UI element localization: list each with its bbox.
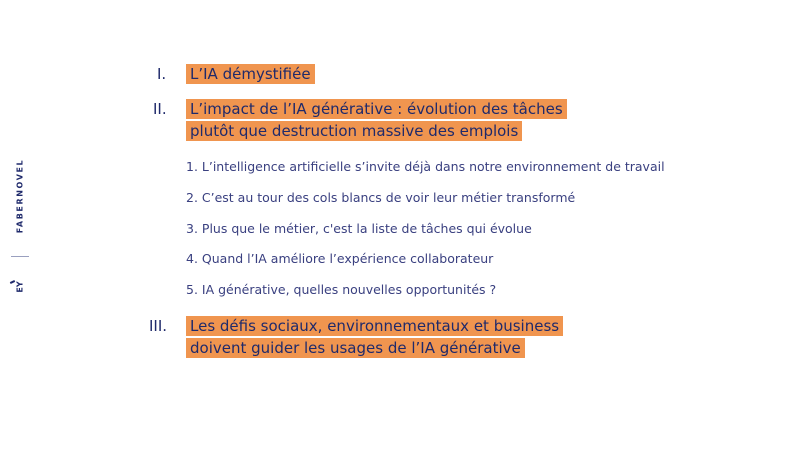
fabernovel-logo: FABERNOVEL — [15, 158, 25, 234]
subitem-4: 4. Quand l’IA améliore l’expérience collaborateur — [186, 251, 494, 266]
subitem-1: 1. L’intelligence artificielle s’invite déjà dans notre environnement de travail — [186, 159, 665, 174]
section-3-heading-line-2: doivent guider les usages de l’IA générative — [186, 338, 525, 358]
section-1-numeral: I. — [157, 65, 167, 83]
subitem-2: 2. C’est au tour des cols blancs de voir leur métier transformé — [186, 190, 576, 205]
section-2-heading — [186, 98, 567, 142]
ey-beam-icon — [10, 280, 15, 284]
section-3-numeral: III. — [149, 317, 168, 335]
subitem-3: 3. Plus que le métier, c'est la liste de tâches qui évolue — [186, 221, 532, 236]
section-2-numeral: II. — [153, 100, 167, 118]
section-1-heading-line-1: L’IA démystifiée — [186, 64, 315, 84]
section-3-heading-line-1: Les défis sociaux, environnementaux et business — [186, 316, 563, 336]
ey-logo: EY — [15, 281, 25, 293]
section-3-heading — [186, 315, 563, 359]
section-1-heading — [186, 63, 315, 85]
section-2-heading-line-2: plutôt que destruction massive des emplois — [186, 121, 522, 141]
section-2-heading-line-1: L’impact de l’IA générative : évolution des tâches — [186, 99, 567, 119]
brand-divider — [11, 256, 29, 257]
side-brand-bar — [0, 0, 40, 450]
subitem-5: 5. IA générative, quelles nouvelles opportunités ? — [186, 282, 497, 297]
